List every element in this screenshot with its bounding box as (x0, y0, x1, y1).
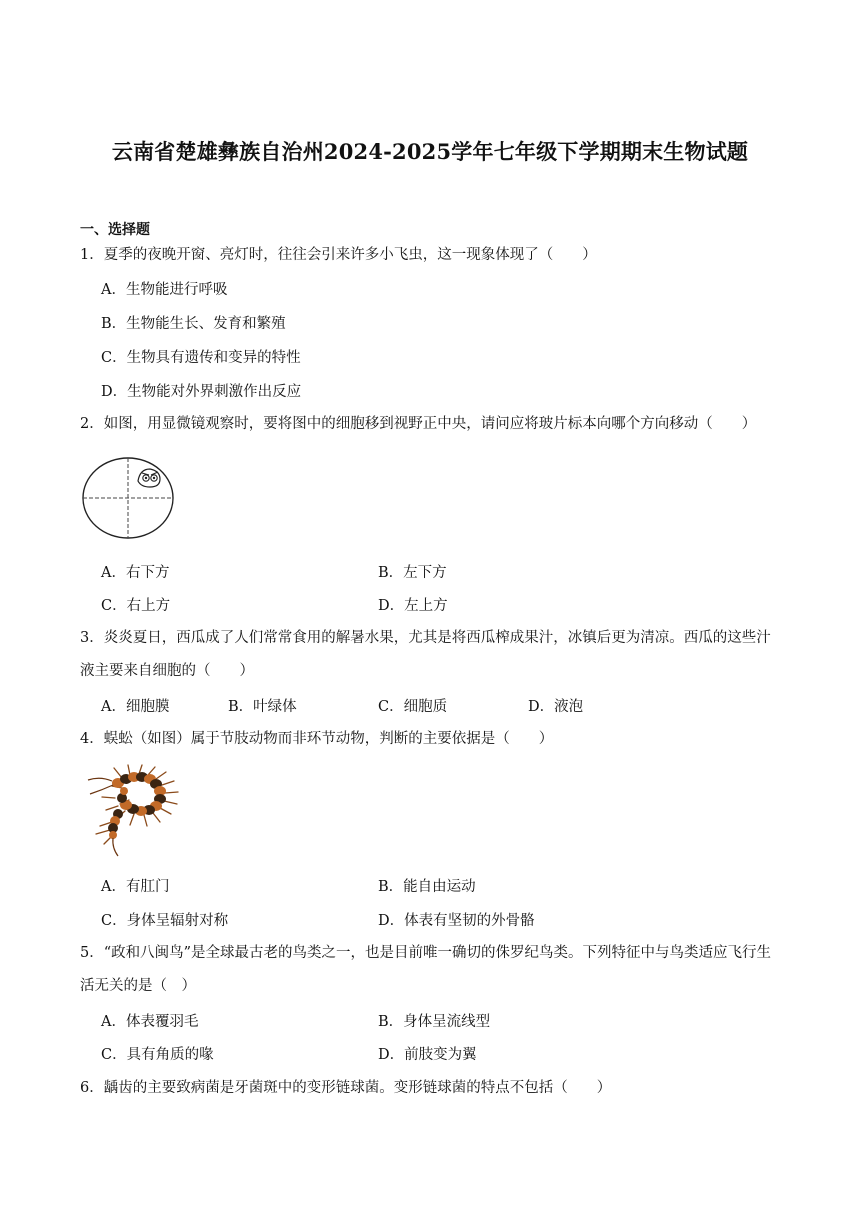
question-1-stem: 1．夏季的夜晚开窗、亮灯时，往往会引来许多小飞虫，这一现象体现了（ ） (80, 247, 597, 263)
question-4-option-a[interactable]: A．有肛门 (101, 879, 170, 895)
question-2-stem: 2．如图，用显微镜观察时，要将图中的细胞移到视野正中央，请问应将玻片标本向哪个方向移动（ ） (80, 416, 757, 432)
microscope-field-figure (80, 455, 176, 545)
question-3-stem: 3．炎炎夏日，西瓜成了人们常常食用的解暑水果，尤其是将西瓜榨成果汁，冰镇后更为清凉。西瓜的这些汁液主要来自细胞的（ ） (80, 630, 771, 679)
question-1-option-a[interactable]: A．生物能进行呼吸 (101, 282, 228, 298)
question-4-option-d[interactable]: D．体表有坚韧的外骨骼 (378, 913, 535, 929)
question-2-option-d[interactable]: D．左上方 (378, 598, 448, 614)
question-5-option-a[interactable]: A．体表覆羽毛 (101, 1014, 199, 1030)
question-2-option-b[interactable]: B．左下方 (378, 565, 447, 581)
question-5-option-b[interactable]: B．身体呈流线型 (378, 1014, 491, 1030)
question-5-option-c[interactable]: C．具有角质的喙 (101, 1047, 214, 1063)
question-2-option-a[interactable]: A．右下方 (101, 565, 170, 581)
question-3-option-b[interactable]: B．叶绿体 (228, 699, 297, 715)
question-1-option-b[interactable]: B．生物能生长、发育和繁殖 (101, 316, 286, 332)
page-title: 云南省楚雄彝族自治州2024-2025学年七年级下学期期末生物试题 (111, 139, 749, 164)
question-5-option-d[interactable]: D．前肢变为翼 (378, 1047, 477, 1063)
question-1-option-d[interactable]: D．生物能对外界刺激作出反应 (101, 384, 302, 400)
question-2-option-c[interactable]: C．右上方 (101, 598, 171, 614)
question-4-option-c[interactable]: C．身体呈辐射对称 (101, 913, 229, 929)
section-heading: 一、选择题 (80, 222, 150, 238)
centipede-figure (82, 764, 192, 864)
question-3-option-a[interactable]: A．细胞膜 (101, 699, 170, 715)
question-3-option-d[interactable]: D．液泡 (528, 699, 584, 715)
cell-icon (138, 469, 160, 487)
question-5-stem: 5．“政和八闽鸟”是全球最古老的鸟类之一，也是目前唯一确切的侏罗纪鸟类。下列特征中与鸟类适应飞行生活无关的是（ ） (80, 945, 772, 994)
question-4-stem: 4．蜈蚣（如图）属于节肢动物而非环节动物，判断的主要依据是（ ） (80, 731, 554, 747)
question-6-stem: 6．龋齿的主要致病菌是牙菌斑中的变形链球菌。变形链球菌的特点不包括（ ） (80, 1080, 612, 1096)
question-1-option-c[interactable]: C．生物具有遗传和变异的特性 (101, 350, 301, 366)
question-3-option-c[interactable]: C．细胞质 (378, 699, 448, 715)
question-4-option-b[interactable]: B．能自由运动 (378, 879, 476, 895)
